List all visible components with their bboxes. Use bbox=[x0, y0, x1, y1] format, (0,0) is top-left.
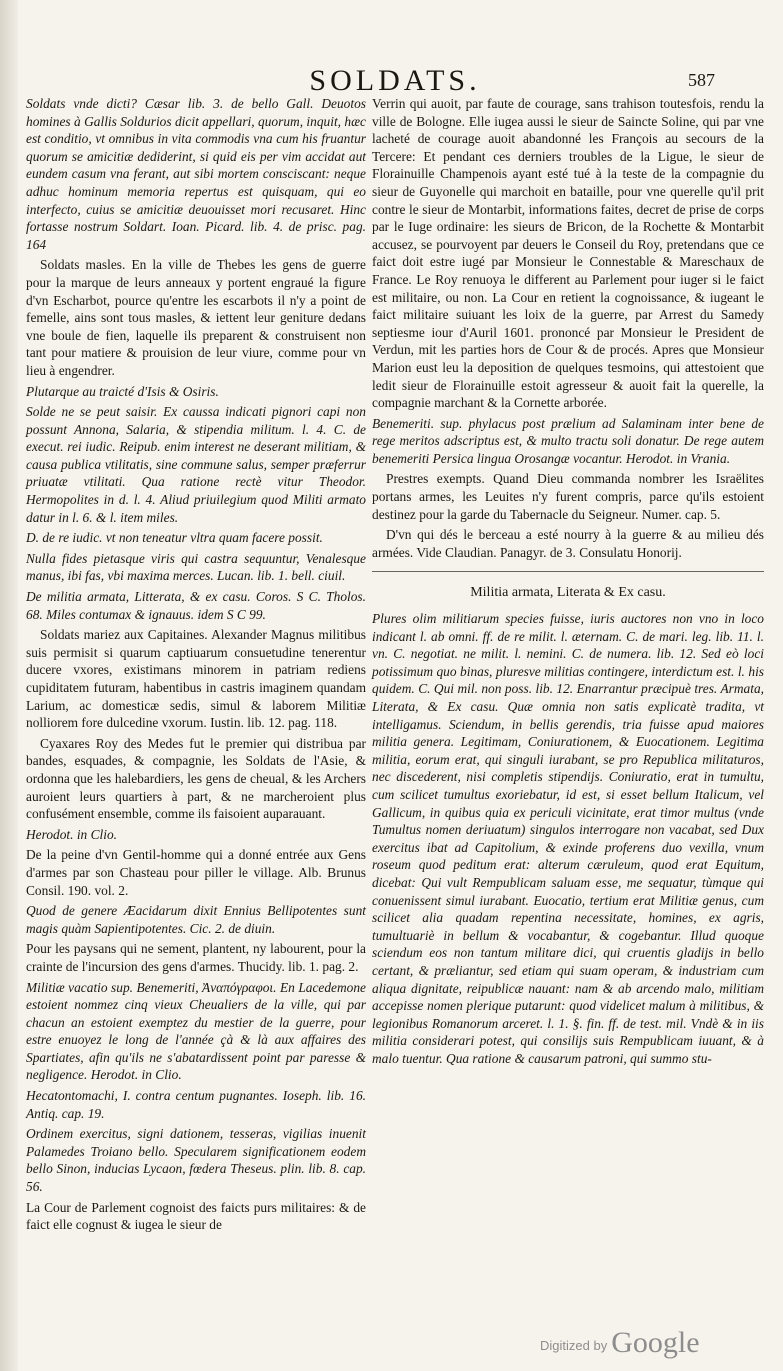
paragraph: Hecatontomachi, I. contra centum pugnantes. Ioseph. lib. 16. Antiq. cap. 19. bbox=[26, 1088, 366, 1121]
paragraph: Militiæ vacatio sup. Benemeriti, Ἀναπόγραφοι. En Lacedemone estoient nommez cinq vieux Cheualiers de la ville, qui par chacun an estoient exemptez du mestier de la guerre, pour estre enuoyez le long de l'année çà & là aux affaires des Spartiates, afin qu'ils ne s'abatardissent point par paresse & negligence. Herodot. in Clio. bbox=[26, 979, 366, 1083]
paragraph: De militia armata, Litterata, & ex casu. Coros. S C. Tholos. 68. Miles contumax & ignauus. idem S C 99. bbox=[26, 589, 366, 622]
right-column-bottom bbox=[372, 610, 764, 1067]
paragraph: Plures olim militiarum species fuisse, iuris auctores non vno in loco indicant l. ab omni. ff. de re milit. l. æternam. C. de mari. leg. lib. 11. l. vn. C. negotiat. ne milit. l. nemini. C. de numera. lib. 12. Sed eò loci potissimum quo binas, pluresve militias contingere, interdictum est. l. his quidem. C. Qui mil. non poss. lib. 12. Enarrantur præcipuè tres. Armata, Literata, & Ex casu. Quæ omnia non satis explicatè tradita, vt intelligamus. Sciendum, in bellis gerendis, tria fuisse apud maiores militia genera. Legitimam, Coniurationem, & Euocationem. Legitima militia, eorum erat, qui singuli iurabant, se pro Republica militaturos, nec discederent, nisi completis stipendijs. Coniuratio, erat in tumultu, cum scilicet tumultus exoriebatur, id est, si esset bellum Italicum, vel Gallicum, in quibus quia ex periculi vicinitate, erat timor multus (vnde Tumultus nomen deriuatum) singulos interrogare non vacabat, sed Dux exercitus ibat ad Capitolium, & exinde proferens duo vexilla, vnum roseum quod peditum erat: alterum cæruleum, quod erat Equitum, dicebat: Qui vult Rempublicam saluam esse, me sequatur, tùmque qui conuenissent simul iurabant. Euocatio, tertium erat Militiæ genus, cum scilicet alia quadam repentina necessitate, homines, ex agris, tumultuariè in bellum & vocabantur, & cogebantur. Illud quoque sciendum eos non tantum militare dici, qui cruentis gladijs in bello certant, & præliantur, sed etiam qui suam operam, & industriam cum aliqua dignitate, reipublicæ nauant: nam & ab arcendo malo, militiam accepisse nomen plerique putarunt: quod videlicet malum à militibus, & legionibus Romanorum arceret. l. 1. §. fin. ff. de test. mil. Vndè & in iis militia considerari potest, qui consilijs suis Rempublicam iuuant, & à malo tuentur. Qua ratione & causarum patroni, qui summo stu- bbox=[372, 611, 764, 1066]
paragraph: Nulla fides pietasque viris qui castra sequuntur, Venalesque manus, ibi fas, vbi maxima merces. Lucan. lib. 1. bell. ciuil. bbox=[26, 550, 366, 584]
right-column bbox=[372, 95, 764, 1070]
paragraph: Quod de genere Æacidarum dixit Ennius Bellipotentes sunt magis quàm Sapientipotentes. Cic. 2. de diuin. bbox=[26, 903, 366, 936]
paragraph: Solde ne se peut saisir. Ex caussa indicati pignori capi non possunt Annona, Salaria, & stipendia militum. l. 4. C. de execut. rei iudic. Reipub. enim interest ne deserant militiam, & causa publica vtilitatis, sine commune salus, semper præferrur priuatæ vtilitati. Qua ratione rectè vitur Theodor. Hermopolites in d. l. 4. Aliud priuilegium quod Militi armato datur in l. 6. & l. item miles. bbox=[26, 404, 366, 525]
paragraph: Plutarque au traicté d'Isis & Osiris. bbox=[26, 383, 219, 399]
paragraph: Benemeriti. sup. phylacus post prælium ad Salaminam inter bene de rege meritos adscriptus est, & multo tractu soli donatur. De rege autem benemeriti Persica lingua Orosangæ vocantur. Herodot. in Vrania. bbox=[372, 415, 764, 466]
paragraph: La Cour de Parlement cognoist des faicts purs militaires: & de faict elle cognust & iugea le sieur de bbox=[26, 1199, 366, 1233]
page-gutter bbox=[0, 0, 18, 1371]
paragraph: De la peine d'vn Gentil-homme qui a donné entrée aux Gens d'armes par son Chasteau pour piller le village. Alb. Brunus Consil. 190. vol. 2. bbox=[26, 847, 366, 898]
paragraph: D. de re iudic. vt non teneatur vltra quam facere possit. bbox=[26, 530, 323, 546]
paragraph: Herodot. in Clio. bbox=[26, 826, 118, 842]
paragraph: Soldats masles. En la ville de Thebes les gens de guerre pour la marque de leurs anneaux y portent engraué la figure d'vn Escharbot, pource qu'entre les escarbots il n'y a point de femelle, ains sont tous masles, & iettent leur geniture dedans vne boule de fien, laquelle ils preparent & construisent non tant pour matiere & prouision de leur viure, comme pour vn lieu à engendrer. bbox=[26, 257, 366, 378]
paragraph: Verrin qui auoit, par faute de courage, sans trahison toutesfois, rendu la ville de Bologne. Elle iugea aussi le sieur de Saincte Soline, qui par vne lacheté de courage auoit abandonné les François au secours de la Tercere: Et pendant ces derniers troubles de la Ligue, le sieur de Florainuille Champenois ayant esté tué à la teste de la compagnie du sieur de Guyonelle qui marchoit en bataille, pour vne querelle qu'il prit contre le sieur de Montarbit, informations faites, decret de prise de corps par le Iuge ordinaire: les sieurs de Bricon, de la Rochette & Montarbit accusez, se pourvoyent par deuers le Conseil du Roy, pretendans que ce faict doit estre iugé par Monsieur le Connestable & Mareschaux de France. Le Roy renuoya le different au Parlement pour iuger si le faict est militaire, ou non. La Cour en retient la cognoissance, & iugeant le faict militaire suiuant les loix de la guerre, par Arrest du Samedy septiesme iour d'Auril 1601. prononcé par Monsieur le President de Verdun, mit les parties hors de Cour & de procés. Apres que Monsieur Marion eust leu la deposition de quelques tesmoins, qui attestoient que ledit sieur de Florainuille estoit agresseur & auoit fait la querelle, la compagnie marchant & la Cornette arborée. bbox=[372, 96, 764, 411]
google-logo: Google bbox=[611, 1326, 700, 1359]
paragraph: Soldats vnde dicti? Cæsar lib. 3. de bello Gall. Deuotos homines à Gallis Soldurios dicit appellari, quorum, inquit, hæc est conditio, vt omnibus in vita commodis vna cum his fruantur quorum se amicitiæ dediderint, si quid eis per vim accidat aut eundem casum vna ferant, aut sibi mortem consciscant: neque adhuc hominum memoria repertus est quisquam, qui eo interfecto, cuius se amicitiæ deuouisset mori recusaret. Hinc fortasse nostrum Soldart. Ioan. Picard. lib. 4. de prisc. pag. 164 bbox=[26, 96, 366, 252]
paragraph: Prestres exempts. Quand Dieu commanda nombrer les Israëlites portans armes, les Leuites n'y furent compris, parce qu'ils estoient destinez pour la garde du Tabernacle du Seigneur. Numer. cap. 5. bbox=[372, 471, 764, 522]
page-number: 587 bbox=[688, 70, 715, 90]
right-column-top bbox=[372, 95, 764, 561]
paragraph: Ordinem exercitus, signi dationem, tesseras, vigilias inuenit Palamedes Troiano bello. Specularem significationem eodem bello Sinon, inducias Lycaon, fœdera Theseus. plin. lib. 8. cap. 56. bbox=[26, 1126, 366, 1195]
section-heading: Militia armata, Literata & Ex casu. bbox=[372, 571, 764, 602]
paragraph: Soldats mariez aux Capitaines. Alexander Magnus militibus suis permisit si quarum captiuarum consuetudine tenerentur ducere vxores, existimans minorem in patriam rediens cupiditatem futuram, habentibus in castris imaginem quandam Larium, ac domesticæ sedis, simul & laborem Militiæ nolliorem fore dulcedine vxorum. Iustin. lib. 12. pag. 118. bbox=[26, 627, 366, 731]
paragraph: Cyaxares Roy des Medes fut le premier qui distribua par bandes, esquades, & compagnie, les Soldats de l'Asie, & ordonna que les halebardiers, les gens de cheual, & les Archers auroient leurs quartiers à part, & ne marcheroient plus confusément ensemble, comme ils faisoient auparauant. bbox=[26, 735, 366, 822]
paragraph: D'vn qui dés le berceau a esté nourry à la guerre & au milieu dés armées. Vide Claudian. Panagyr. de 3. Consulatu Honorij. bbox=[372, 527, 764, 560]
running-header: SOLDATS. bbox=[309, 64, 481, 97]
digitized-by-label: Digitized by bbox=[540, 1338, 608, 1353]
digitized-watermark bbox=[540, 1320, 700, 1360]
paragraph: Pour les paysans qui ne sement, plantent, ny labourent, pour la crainte de l'incursion des gens d'armes. Thucidy. lib. 1. pag. 2. bbox=[26, 941, 366, 974]
left-column bbox=[26, 95, 366, 1237]
